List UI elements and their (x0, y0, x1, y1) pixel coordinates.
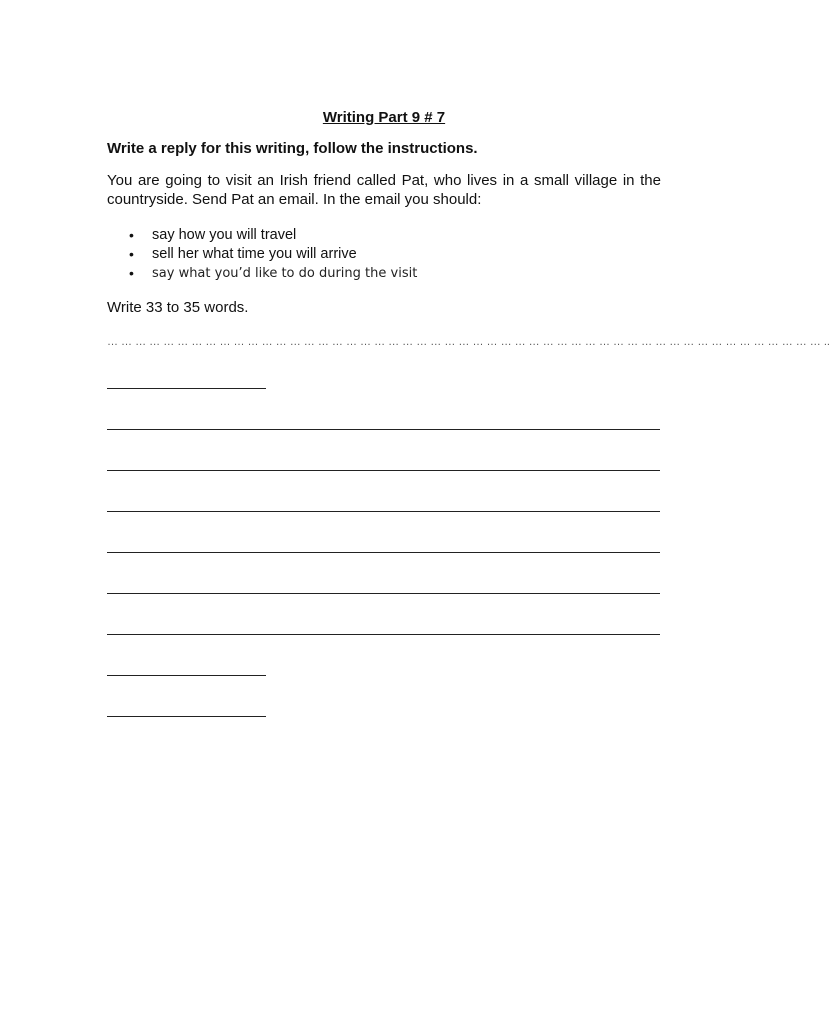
list-item (107, 226, 417, 245)
bullet-text: say what you’d like to do during the visit (152, 266, 418, 281)
bullet-text: say how you will travel (152, 227, 297, 243)
answer-line (107, 552, 660, 553)
answer-line (107, 593, 660, 594)
list-item (107, 245, 417, 264)
answer-line (107, 388, 266, 389)
word-count-instruction: Write 33 to 35 words. (107, 299, 249, 316)
answer-line (107, 716, 266, 717)
bullet-icon: • (129, 246, 134, 262)
task-description: You are going to visit an Irish friend called Pat, who lives in a small village in the countryside. Send Pat an email. In the email you should: (107, 172, 661, 208)
answer-line (107, 429, 660, 430)
bullet-text: sell her what time you will arrive (152, 246, 357, 262)
list-item (107, 264, 417, 283)
task-bullet-list (107, 226, 417, 283)
answer-line (107, 634, 660, 635)
bullet-icon: • (129, 265, 134, 281)
answer-line (107, 511, 660, 512)
dotted-separator: … … … … … … … … … … … … … … … … … … … … … … … … … … … … … … … … … … … … … … … … … … … … … … … … … … … .. (107, 336, 830, 348)
answer-line (107, 675, 266, 676)
bullet-icon: • (129, 227, 134, 243)
instruction-heading: Write a reply for this writing, follow the instructions. (107, 140, 478, 157)
page-title: Writing Part 9 # 7 (322, 109, 446, 126)
answer-line (107, 470, 660, 471)
